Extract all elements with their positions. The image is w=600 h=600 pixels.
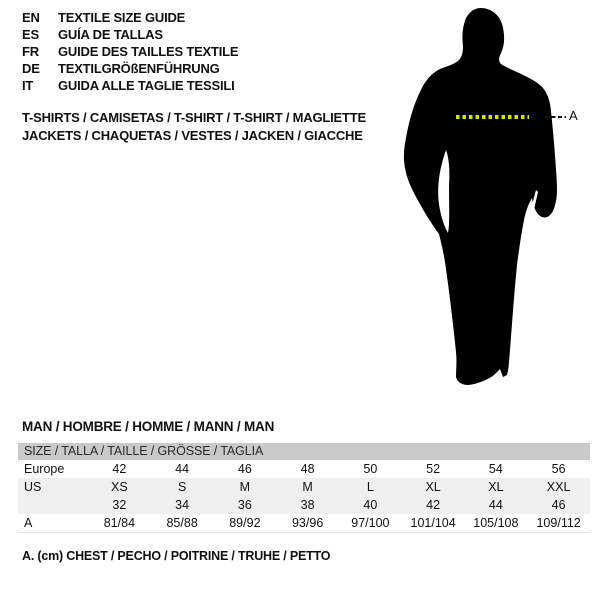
size-value: 89/92 bbox=[229, 516, 261, 530]
language-code: DE bbox=[22, 61, 40, 76]
size-value: M bbox=[239, 480, 251, 494]
category-list bbox=[22, 109, 366, 145]
size-value: 101/104 bbox=[410, 516, 456, 530]
size-value: L bbox=[366, 480, 374, 494]
language-row-it bbox=[22, 77, 238, 94]
size-value: 36 bbox=[237, 498, 252, 512]
category-tshirts: T-SHIRTS / CAMISETAS / T-SHIRT / T-SHIRT / MAGLIETTE bbox=[22, 110, 366, 125]
language-title: GUIDE DES TAILLES TEXTILE bbox=[58, 44, 239, 59]
size-value: 46 bbox=[237, 462, 252, 476]
size-value: 85/88 bbox=[166, 516, 198, 530]
size-table bbox=[18, 443, 590, 533]
size-value: XS bbox=[111, 480, 128, 494]
language-row-fr bbox=[22, 43, 238, 60]
language-title: GUÍA DE TALLAS bbox=[58, 27, 163, 42]
language-row-es bbox=[22, 26, 238, 43]
size-value: 32 bbox=[112, 498, 127, 512]
size-value: 44 bbox=[175, 462, 190, 476]
language-title: GUIDA ALLE TAGLIE TESSILI bbox=[58, 78, 235, 93]
size-value: 42 bbox=[426, 498, 441, 512]
language-code: EN bbox=[22, 10, 40, 25]
size-value: 97/100 bbox=[351, 516, 390, 530]
size-value: XL bbox=[488, 480, 504, 494]
chest-footnote: A. (cm) CHEST / PECHO / POITRINE / TRUHE / PETTO bbox=[22, 549, 331, 563]
size-value: 93/96 bbox=[291, 516, 324, 530]
size-value: 40 bbox=[363, 498, 378, 512]
size-value: XXL bbox=[546, 480, 571, 494]
table-row-europe bbox=[18, 460, 590, 478]
size-value: 38 bbox=[300, 498, 315, 512]
measurement-label-a: A bbox=[569, 108, 578, 123]
language-row-en bbox=[22, 9, 238, 26]
size-value: 109/112 bbox=[536, 516, 581, 530]
language-title: TEXTILGRÖßENFÜHRUNG bbox=[58, 61, 220, 76]
category-jackets: JACKETS / CHAQUETAS / VESTES / JACKEN / GIACCHE bbox=[22, 128, 363, 143]
size-value: 105/108 bbox=[473, 516, 519, 530]
row-label: A bbox=[24, 516, 33, 530]
section-title-man: MAN / HOMBRE / HOMME / MANN / MAN bbox=[22, 419, 275, 434]
size-value: 46 bbox=[551, 498, 566, 512]
row-label: Europe bbox=[24, 462, 65, 476]
size-value: 34 bbox=[175, 498, 190, 512]
table-row-chest-a bbox=[18, 514, 590, 533]
language-code: IT bbox=[22, 78, 34, 93]
size-value: 54 bbox=[488, 462, 503, 476]
table-row-numeric bbox=[18, 496, 590, 514]
table-row-us bbox=[18, 478, 590, 496]
size-value: 48 bbox=[300, 462, 315, 476]
language-list bbox=[22, 9, 238, 94]
man-silhouette bbox=[400, 0, 590, 400]
size-value: 42 bbox=[112, 462, 127, 476]
language-code: ES bbox=[22, 27, 39, 42]
language-code: FR bbox=[22, 44, 39, 59]
row-label: US bbox=[24, 480, 42, 494]
silhouette-body bbox=[404, 8, 557, 385]
size-value: 81/84 bbox=[103, 516, 136, 530]
size-value: 56 bbox=[551, 462, 566, 476]
size-value: 50 bbox=[363, 462, 378, 476]
language-title: TEXTILE SIZE GUIDE bbox=[58, 10, 186, 25]
size-value: M bbox=[302, 480, 313, 494]
size-value: XL bbox=[425, 480, 441, 494]
size-value: 44 bbox=[488, 498, 503, 512]
size-value: S bbox=[177, 480, 187, 494]
size-table-header: SIZE / TALLA / TAILLE / GRÖSSE / TAGLIA bbox=[18, 443, 590, 460]
size-value: 52 bbox=[426, 462, 441, 476]
language-row-de bbox=[22, 60, 238, 77]
man-silhouette-graphic bbox=[400, 0, 590, 400]
